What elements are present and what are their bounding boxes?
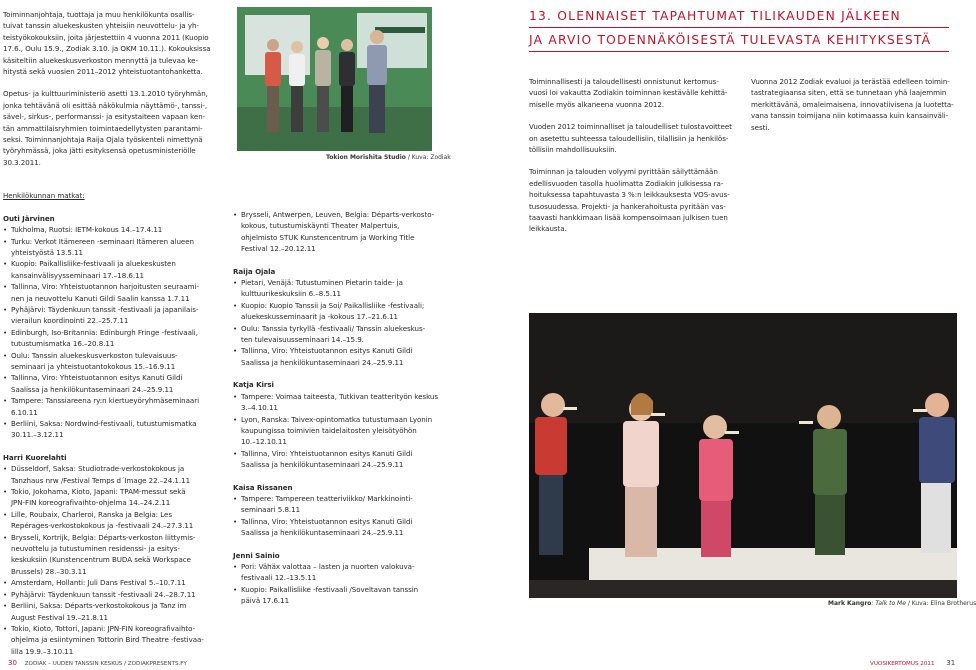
- trip-list-item-line: Saalissa ja henkilökuntaseminaari 24.–25.9.11: [11, 384, 174, 394]
- trip-list-item-line: 30.11.–3.12.11: [11, 430, 64, 440]
- trip-list-item-line: August Festival 19.–21.8.11: [11, 612, 108, 622]
- trip-list-item: [3, 509, 225, 532]
- trip-list-item-line: • Tallinna, Viro: Yhteistuotannon esitys Kanuti Gildi: [11, 373, 183, 383]
- paragraph-line: on asetettu suhteessa taloudellisiin, tilallisiin ja henkilös-: [529, 133, 729, 143]
- trip-list-item-line: • Brysseli, Antwerpen, Leuven, Belgia: Départs-verkosto-: [241, 210, 435, 219]
- trip-list-item-line: • Tampere: Tanssiareena ry:n kiertueyöryhmäseminaari: [11, 396, 200, 406]
- paragraph-line: sesti.: [751, 122, 770, 132]
- trip-list-item: [233, 448, 438, 471]
- trip-list-item-line: ten tulevaisuusseminaari 14.–15.9.: [241, 335, 364, 345]
- trip-list-item-line: • Lille, Roubaix, Charleroi, Ranska ja Belgia: Les: [11, 509, 172, 519]
- group-photo-image: [237, 7, 432, 151]
- performance-photo: [529, 313, 957, 598]
- harri-trip-list: [3, 463, 225, 657]
- trip-list-item: [3, 486, 225, 509]
- trip-list-item-line: • Tukholma, Ruotsi: IETM-kokous 14.–17.4.11: [11, 225, 163, 235]
- person-name-harri: Harri Kuorelahti: [3, 452, 67, 462]
- person-name-kaisa: Kaisa Rissanen: [233, 482, 293, 492]
- trip-list-item-line: • Tallinna, Viro: Yhteistuotannon esitys Kanuti Gildi: [241, 448, 413, 458]
- trip-list-item-line: • Pyhäjärvi: Täydenkuun tanssit -festivaali ja japanilais-: [11, 304, 199, 314]
- footer-right-page-number: 31: [946, 659, 956, 667]
- intro-paragraph: [3, 9, 225, 77]
- trip-list-item-line: • Tampere: Voimaa taiteesta, Tutkivan teatterityön keskus: [241, 391, 438, 401]
- intro-line: teistyökokouksiin, joita järjestettiin 4 vuonna 2011 (Kuopio: [3, 32, 209, 42]
- trip-list-item-line: • Pietari, Venäjä: Tutustuminen Pietarin taide- ja: [241, 278, 403, 288]
- paragraph-line: tusosuudessa. Projekti- ja hankerahoitusta pyritään vas-: [529, 201, 726, 211]
- intro-line: hitystä sekä vuosien 2011–2012 yhteistuotantohanketta.: [3, 67, 203, 77]
- trip-list-item-line: ohjelmisto STUK Kunstencentrum ja Working Title: [241, 232, 415, 242]
- section-heading: [529, 6, 949, 54]
- trip-list-item-line: festivaali 12.–13.5.11: [241, 573, 317, 583]
- trip-list-item-line: • Tokio, Kioto, Tottori, Japani: JPN-FIN koreografivaihto-: [11, 623, 196, 633]
- ministry-line: tän ammattilaisryhmien toimintaedellytysten parantami-: [3, 123, 203, 133]
- trip-list-item: [3, 418, 225, 441]
- ministry-line: työryhmässä, joka jätti esityksensä opetusministeriölle: [3, 146, 196, 156]
- trip-list-item: [233, 493, 438, 516]
- paragraph-line: Vuoden 2012 toiminnalliset ja taloudelliset tulostavoitteet: [529, 122, 732, 132]
- paragraph-line: tastrategiaansa siten, että se tunnetaan yhä laajemmin: [751, 88, 947, 98]
- trip-list-item: [233, 300, 438, 323]
- trip-list-item-line: aluekeskusseminaarit ja -kokous 17.–21.6.11: [241, 312, 398, 322]
- ministry-line: sävel-, sirkus-, performanssi- ja esitystaiteen vapaan ken-: [3, 112, 206, 122]
- trip-list-item-line: Festival 12.–20.12.11: [241, 244, 316, 254]
- paragraph-line: Toiminnan ja talouden volyymi pyrittään säilyttämään: [529, 167, 718, 177]
- trip-list-item-line: 10.–12.10.11: [241, 437, 287, 447]
- footer-right-text: VUOSIKERTOMUS 2011: [870, 661, 935, 667]
- trip-list-item: [3, 258, 225, 281]
- trip-list-item: [3, 304, 225, 327]
- intro-line: tuivat tanssin aluekeskusten yhteisiin neuvottelu- ja yh-: [3, 21, 199, 31]
- footer-right: [870, 659, 955, 668]
- trip-list-item-line: seminaari 5.8.11: [241, 505, 301, 515]
- group-photo: [237, 7, 432, 151]
- person-name-jenni: Jenni Sainio: [233, 550, 280, 560]
- intro-line: käsiteltiin aluekeskusverkoston mennyttä ja tulevaa ke-: [3, 55, 198, 65]
- person-name-katja: Katja Kirsi: [233, 380, 274, 390]
- katja-trip-list: [233, 391, 438, 471]
- trip-list-item-line: • Lyon, Ranska: Taivex-opintomatka tutustumaan Lyonin: [241, 414, 433, 424]
- trip-list-item-line: yhteistyöstä 13.5.11: [11, 247, 83, 257]
- trip-list-item: [3, 327, 225, 350]
- trip-list-item-line: • Oulu: Tanssia tyrkyllä -festivaali/ Tanssin aluekeskus-: [241, 323, 426, 333]
- trip-list-item-line: seminaari ja yhteistuotantokokous 15.–16.9.11: [11, 361, 176, 371]
- group-photo-caption-name: Tokion Morishita Studio: [326, 154, 406, 161]
- trip-list-item-line: • Düsseldorf, Saksa: Studiotrade-verkostokokous ja: [11, 464, 185, 474]
- trip-list-item-line: • Pyhäjärvi: Täydenkuun tanssit -festivaali 24.–28.7.11: [11, 589, 196, 599]
- group-photo-caption-credit: / Kuva: Zodiak: [405, 154, 451, 161]
- paragraph-line: edellisvuoden tasolla huolimatta Zodiakin julkisessa ra-: [529, 178, 724, 188]
- footer-left-page-number: 30: [8, 659, 17, 667]
- ministry-line: jonka tehtävänä oli esittää näkökulmia näyttämö-, tanssi-,: [3, 100, 208, 110]
- ministry-line: Opetus- ja kulttuuriministeriö asetti 13.1.2010 työryhmän,: [3, 89, 208, 99]
- trip-list-item-line: • Brysseli, Kortrijk, Belgia: Départs-verkoston liittymis-: [11, 532, 196, 542]
- trip-list-item-line: Saalissa ja henkilökuntaseminaari 24.–25.9.11: [241, 460, 404, 470]
- trip-list-item: [3, 623, 225, 657]
- trip-list-item-line: Repérages-verkostokokous ja -festivaali 24.–27.3.11: [11, 521, 194, 531]
- jenni-trip-list: [233, 561, 438, 607]
- ministry-line: 30.3.2011.: [3, 157, 41, 167]
- strategy-paragraph: [751, 76, 956, 133]
- middle-column: [233, 209, 438, 607]
- outlook-paragraph-1: [529, 76, 741, 110]
- trip-list-item-line: vierailun koordinointi 22.–25.7.11: [11, 316, 129, 326]
- trip-list-item-line: • Berliini, Saksa: Nordwind-festivaali, tutustumismatka: [11, 419, 197, 428]
- trip-list-item-line: Saalissa ja henkilökuntaseminaari 24.–25.9.11: [241, 357, 404, 367]
- kaisa-trip-list: [233, 493, 438, 539]
- section-heading-line1: 13. OLENNAISET TAPAHTUMAT TILIKAUDEN JÄLKEEN: [529, 6, 949, 28]
- trip-list-item: [233, 277, 438, 300]
- trip-list-item: [3, 372, 225, 395]
- outi-trip-list: [3, 224, 225, 441]
- trip-list-item: [3, 236, 225, 259]
- intro-line: 17.6., Oulu 15.9., Zodiak 3.10. ja OKM 10.11.). Kokouksissa: [3, 44, 211, 54]
- trip-list-item: [3, 463, 225, 486]
- ministry-line: seksi. Toiminnanjohtaja Raija Ojala työskenteli nimettynä: [3, 135, 203, 145]
- trip-list-item-line: • Kuopio: Kuopio Tanssii ja Soi/ Paikallisliike -festivaali;: [241, 300, 425, 310]
- trip-list-item-line: 3.–4.10.11: [241, 403, 278, 413]
- trip-list-item-line: nen ja neuvottelu Kanuti Gildi Saalin kanssa 1.7.11: [11, 293, 190, 303]
- trip-list-item-line: Tanzhaus nrw /Festival Temps d´Image 22.–24.1.11: [11, 475, 191, 485]
- trip-list-item-line: kokous, tutustumiskäynti Theater Malpertuis,: [241, 221, 400, 231]
- trip-list-item-line: päivä 17.6.11: [241, 596, 290, 606]
- trip-list-item: [3, 577, 225, 588]
- trip-list-item-line: • Tokio, Jokohama, Kioto, Japani: TPAM-messut sekä: [11, 487, 186, 497]
- paragraph-line: vuosi loi vakautta Zodiakin toiminnan kestävälle kehittä-: [529, 88, 728, 98]
- trip-list-item: [3, 395, 225, 418]
- performance-caption-credit: / Kuva: Elina Brotherus: [905, 600, 976, 607]
- paragraph-line: töllisiin mahdollisuuksiin.: [529, 145, 617, 155]
- trip-list-item: [3, 224, 225, 235]
- trip-list-item: [233, 584, 438, 607]
- trip-list-item: [233, 323, 438, 346]
- paragraph-line: miselle myös alkaneena vuonna 2012.: [529, 99, 665, 109]
- trip-list-item: [3, 281, 225, 304]
- harri-trip-list-cont: [233, 209, 438, 255]
- trip-list-item-line: • Turku: Verkot Itämereen -seminaari Itämeren alueen: [11, 236, 194, 246]
- trip-list-item: [233, 414, 438, 448]
- trip-list-item-line: ohjelma ja esiintyminen Tottorin Bird Theatre -festivaa-: [11, 635, 204, 645]
- trip-list-item-line: Saalissa ja henkilökuntaseminaari 24.–25.9.11: [241, 528, 404, 538]
- section-heading-line2: JA ARVIO TODENNÄKÖISESTÄ TULEVASTA KEHITYKSESTÄ: [529, 30, 949, 52]
- paragraph-line: taavasti hankkimaan lisää kompensoimaan julkisen tuen: [529, 213, 728, 223]
- trip-list-item-line: • Kuopio: Paikallisliike-festivaali ja aluekeskusten: [11, 259, 176, 269]
- trip-list-item-line: • Tallinna, Viro: Yhteistuotannon esitys Kanuti Gildi: [241, 516, 413, 526]
- left-column: [3, 9, 225, 657]
- trip-list-item: [233, 391, 438, 414]
- trip-list-item-line: • Edinburgh, Iso-Britannia: Edinburgh Fringe -festivaali,: [11, 327, 198, 337]
- trip-list-item-line: • Tallinna, Viro: Yhteistuotannon esitys Kanuti Gildi: [241, 346, 413, 356]
- trip-list-item-line: keskuksiin (Kunstencentrum BUDA sekä Workspace: [11, 555, 191, 565]
- trip-list-item-line: • Berliini, Saksa: Départs-verkostokokous ja Tanz im: [11, 601, 187, 611]
- trip-list-item-line: tutustumismatka 16.–20.8.11: [11, 339, 115, 349]
- footer-left-text: ZODIAK – UUDEN TANSSIN KESKUS / ZODIAKPRESENTS.FY: [24, 661, 187, 667]
- paragraph-line: hoituksessa tapahtuvasta 3 %:n leikkauksesta VOS-avus-: [529, 190, 730, 200]
- trip-list-item-line: lilla 19.9.–3.10.11: [11, 646, 74, 656]
- trip-list-item-line: neuvottelu ja tutustuminen residenssi- ja esitys-: [11, 544, 180, 554]
- performance-caption-title: : Talk to Me: [871, 600, 906, 607]
- paragraph-line: vana tanssin toimijana niin kotimaassa kuin kansainväli-: [751, 111, 949, 121]
- performance-photo-image: [529, 313, 957, 598]
- trip-list-item-line: Brussels) 28.–30.3.11: [11, 566, 87, 576]
- outlook-paragraph-2: [529, 121, 741, 155]
- footer-left: [8, 659, 187, 668]
- person-name-outi: Outi Järvinen: [3, 213, 55, 223]
- trip-list-item-line: • Pori: Vähäx valottaa – lasten ja nuorten valokuva-: [241, 561, 415, 571]
- trip-list-item-line: • Oulu: Tanssin aluekeskusverkoston tulevaisuus-: [11, 350, 178, 360]
- trip-list-item: [233, 209, 438, 255]
- ministry-paragraph: [3, 88, 225, 168]
- performance-photo-caption: [828, 600, 976, 608]
- raija-trip-list: [233, 277, 438, 368]
- trip-list-item-line: kaupungissa toimivien taidelaitosten yleisötyöhön: [241, 425, 417, 435]
- trip-list-item: [233, 345, 438, 368]
- performance-caption-name: Mark Kangro: [828, 600, 872, 607]
- paragraph-line: Toiminnallisesti ja taloudellisesti onnistunut kertomus-: [529, 77, 719, 86]
- trip-list-item-line: • Amsterdam, Hollanti: Juli Dans Festival 5.–10.7.11: [11, 578, 186, 588]
- trip-list-item: [3, 600, 225, 623]
- paragraph-line: merkittävänä, omaleimaisena, innovatiivisena ja luotetta-: [751, 99, 954, 109]
- group-photo-caption: [326, 154, 451, 162]
- person-name-raija: Raija Ojala: [233, 266, 276, 276]
- right-column-1: [529, 76, 741, 235]
- trip-list-item-line: kulttuurikeskuksiin 6.–8.5.11: [241, 289, 342, 299]
- trip-list-item-line: • Tallinna, Viro: Yhteistuotannon harjoitusten seuraami-: [11, 282, 199, 292]
- trip-list-item-line: • Kuopio: Paikallisliike -festivaali /Soveltavan tanssin: [241, 584, 419, 594]
- staff-heading: Henkilökunnan matkat:: [3, 191, 85, 201]
- intro-line: Toiminnanjohtaja, tuottaja ja muu henkilökunta osallis-: [3, 10, 195, 19]
- trip-list-item: [3, 532, 225, 578]
- paragraph-line: leikkausta.: [529, 224, 567, 234]
- trip-list-item-line: • Tampere: Tampereen teatteriviikko/ Markkinointi-: [241, 493, 413, 503]
- outlook-paragraph-3: [529, 166, 741, 234]
- trip-list-item-line: JPN-FIN koreografivaihto-ohjelma 14.–24.2.11: [11, 498, 171, 508]
- trip-list-item-line: kansainvälisyysseminaari 17.–18.6.11: [11, 270, 144, 280]
- right-column-2: [751, 76, 956, 133]
- trip-list-item: [3, 589, 225, 600]
- paragraph-line: Vuonna 2012 Zodiak evaluoi ja terästää edelleen toimin-: [751, 77, 950, 86]
- trip-list-item-line: 6.10.11: [11, 407, 38, 417]
- trip-list-item: [3, 350, 225, 373]
- trip-list-item: [233, 516, 438, 539]
- trip-list-item: [233, 561, 438, 584]
